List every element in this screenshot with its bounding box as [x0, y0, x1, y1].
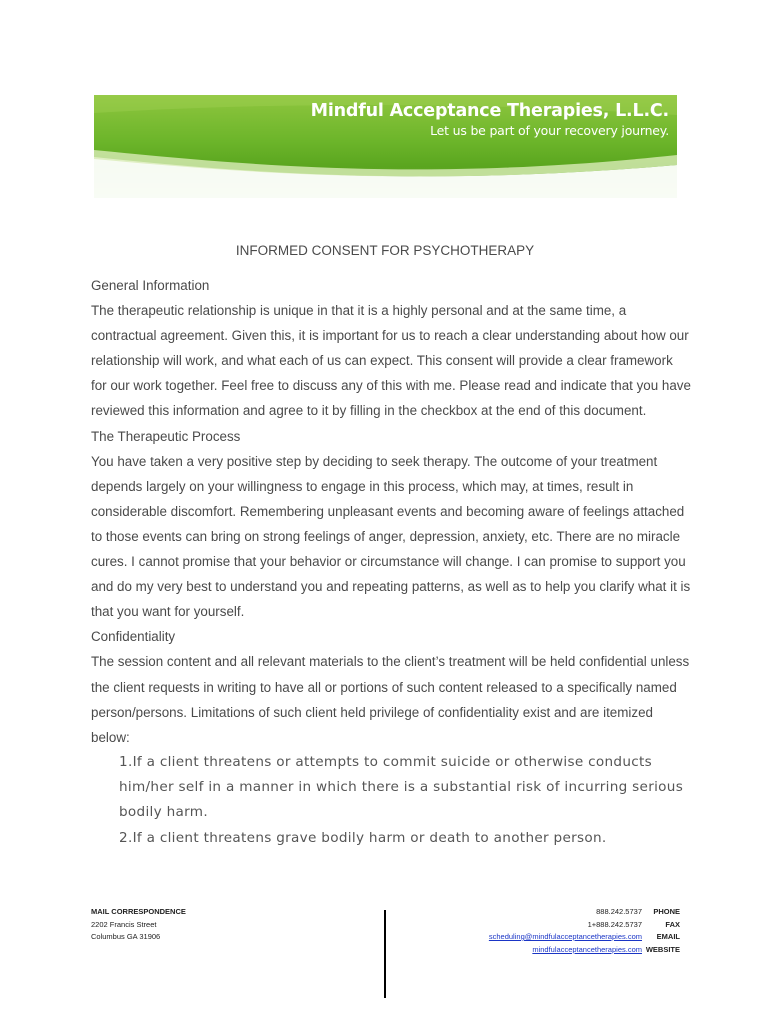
phone-label: PHONE — [653, 907, 680, 916]
document-body — [91, 273, 691, 851]
contact-info — [489, 906, 680, 956]
list-item: 2.If a client threatens grave bodily harm or death to another person. — [119, 829, 607, 846]
mail-heading: MAIL CORRESPONDENCE — [91, 907, 186, 916]
section-heading: The Therapeutic Process — [91, 428, 241, 444]
city-address: Columbus GA 31906 — [91, 932, 161, 941]
footer-divider — [384, 910, 386, 998]
section-paragraph: The session content and all relevant materials to the client’s treatment will be held confidential unless the client requests in writing to have all or portions of such content released to a specifically named person/persons. Limitations of such client held privilege of confidentiality exist and are itemized below: — [91, 654, 690, 745]
list-item: 1.If a client threatens or attempts to commit suicide or otherwise conducts him/her self in a manner in which there is a substantial risk of incurring serious bodily harm. — [119, 753, 684, 821]
email-label: EMAIL — [656, 932, 680, 941]
street-address: 2202 Francis Street — [91, 919, 157, 929]
header-banner — [94, 95, 677, 198]
mailing-address — [91, 906, 186, 944]
email-link[interactable]: scheduling@mindfulacceptancetherapies.com — [488, 932, 642, 941]
website-link[interactable]: mindfulacceptancetherapies.com — [532, 944, 642, 954]
email-row — [489, 931, 680, 944]
confidentiality-limitations-list — [91, 750, 691, 851]
company-name: Mindful Acceptance Therapies, L.L.C. — [310, 101, 669, 121]
fax-label: FAX — [665, 919, 680, 929]
company-tagline: Let us be part of your recovery journey. — [430, 123, 669, 138]
phone-row — [489, 906, 680, 919]
section-paragraph: The therapeutic relationship is unique in that it is a highly personal and at the same time, a contractual agreement. Given this, it is important for us to reach a clear understanding about how our relationship will work, and what each of us can expect. This consent will provide a clear framework for our work together. Feel free to discuss any of this with me. Please read and indicate that you have reviewed this information and agree to it by filling in the checkbox at the end of this document. — [91, 303, 691, 419]
fax-number: 1+888.242.5737 — [587, 919, 642, 929]
website-row — [489, 944, 680, 957]
fax-row — [489, 919, 680, 932]
section-heading: Confidentiality — [91, 629, 176, 645]
document-title: INFORMED CONSENT FOR PSYCHOTHERAPY — [235, 243, 535, 258]
section-paragraph: You have taken a very positive step by deciding to seek therapy. The outcome of your treatment depends largely on your willingness to engage in this process, which may, at times, result in considerable discomfort. Remembering unpleasant events and becoming aware of feelings attached to those events can bring on strong feelings of anger, depression, anxiety, etc. There are no miracle cures. I cannot promise that your behavior or circumstance will change. I can promise to support you and do my very best to understand you and repeating patterns, as well as to help you clarify what it is that you want for yourself. — [91, 453, 691, 620]
section-heading: General Information — [91, 278, 210, 293]
phone-number: 888.242.5737 — [596, 907, 642, 916]
website-label: WEBSITE — [645, 944, 680, 954]
